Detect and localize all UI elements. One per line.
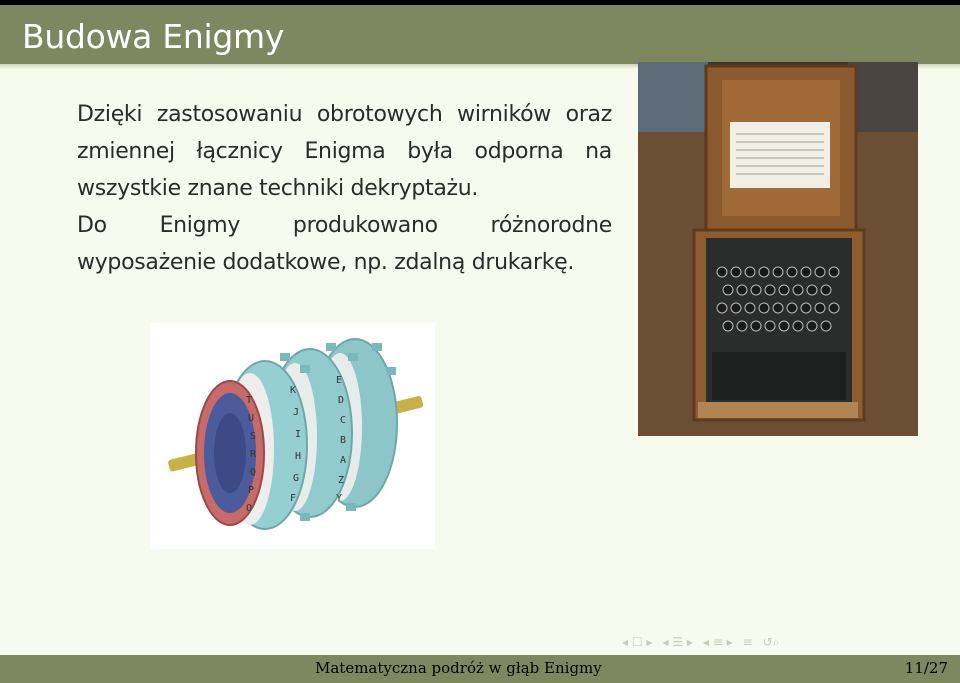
title-bar (0, 5, 960, 64)
svg-text:A: A (340, 455, 347, 466)
svg-text:B: B (340, 435, 347, 446)
svg-text:S: S (250, 431, 257, 442)
slide-title: Budowa Enigmy (22, 17, 285, 56)
page-number: 11/27 (904, 659, 948, 677)
nav-search-icon[interactable]: ↺⌕ (762, 634, 780, 649)
svg-text:R: R (250, 449, 257, 460)
rotors-svg (150, 323, 435, 549)
svg-text:E: E (336, 375, 343, 386)
footer-title: Matematyczna podróż w głąb Enigmy (315, 659, 602, 677)
beamer-navigation (622, 633, 779, 651)
svg-text:F: F (290, 493, 297, 504)
svg-text:T: T (246, 395, 253, 406)
svg-text:G: G (293, 473, 300, 484)
svg-text:K: K (290, 385, 297, 396)
nav-subsection-icon[interactable]: ◂ ☰ ▸ (662, 635, 693, 649)
slide-body-text (77, 96, 612, 281)
svg-text:D: D (338, 395, 345, 406)
paragraph-equipment: Do Enigmy produkowano różnorodne wyposażenie dodatkowe, np. zdalną drukarkę. (77, 213, 612, 275)
svg-text:Z: Z (338, 475, 345, 486)
enigma-machine-photo (638, 62, 918, 436)
paragraph-rotors: Dzięki zastosowaniu obrotowych wirników oraz zmiennej łącznicy Enigma była odporna na wszystkie znane techniki dekryptażu. (77, 102, 612, 201)
svg-text:U: U (248, 413, 255, 424)
svg-text:Y: Y (336, 493, 343, 504)
svg-text:J: J (293, 407, 300, 418)
footer-bar (0, 655, 960, 683)
svg-text:C: C (340, 415, 347, 426)
svg-text:H: H (295, 451, 302, 462)
svg-text:I: I (295, 429, 302, 440)
nav-section-icon[interactable]: ◂ ≡ ▸ (702, 635, 733, 649)
nav-align-icon[interactable]: ≡ (742, 635, 753, 649)
enigma-rotors-illustration (150, 323, 435, 549)
machine-svg (638, 62, 918, 436)
svg-text:Q: Q (250, 467, 257, 478)
nav-frame-icon[interactable]: ◂ ☐ ▸ (622, 635, 653, 649)
svg-text:P: P (248, 485, 255, 496)
svg-text:O: O (246, 503, 253, 514)
